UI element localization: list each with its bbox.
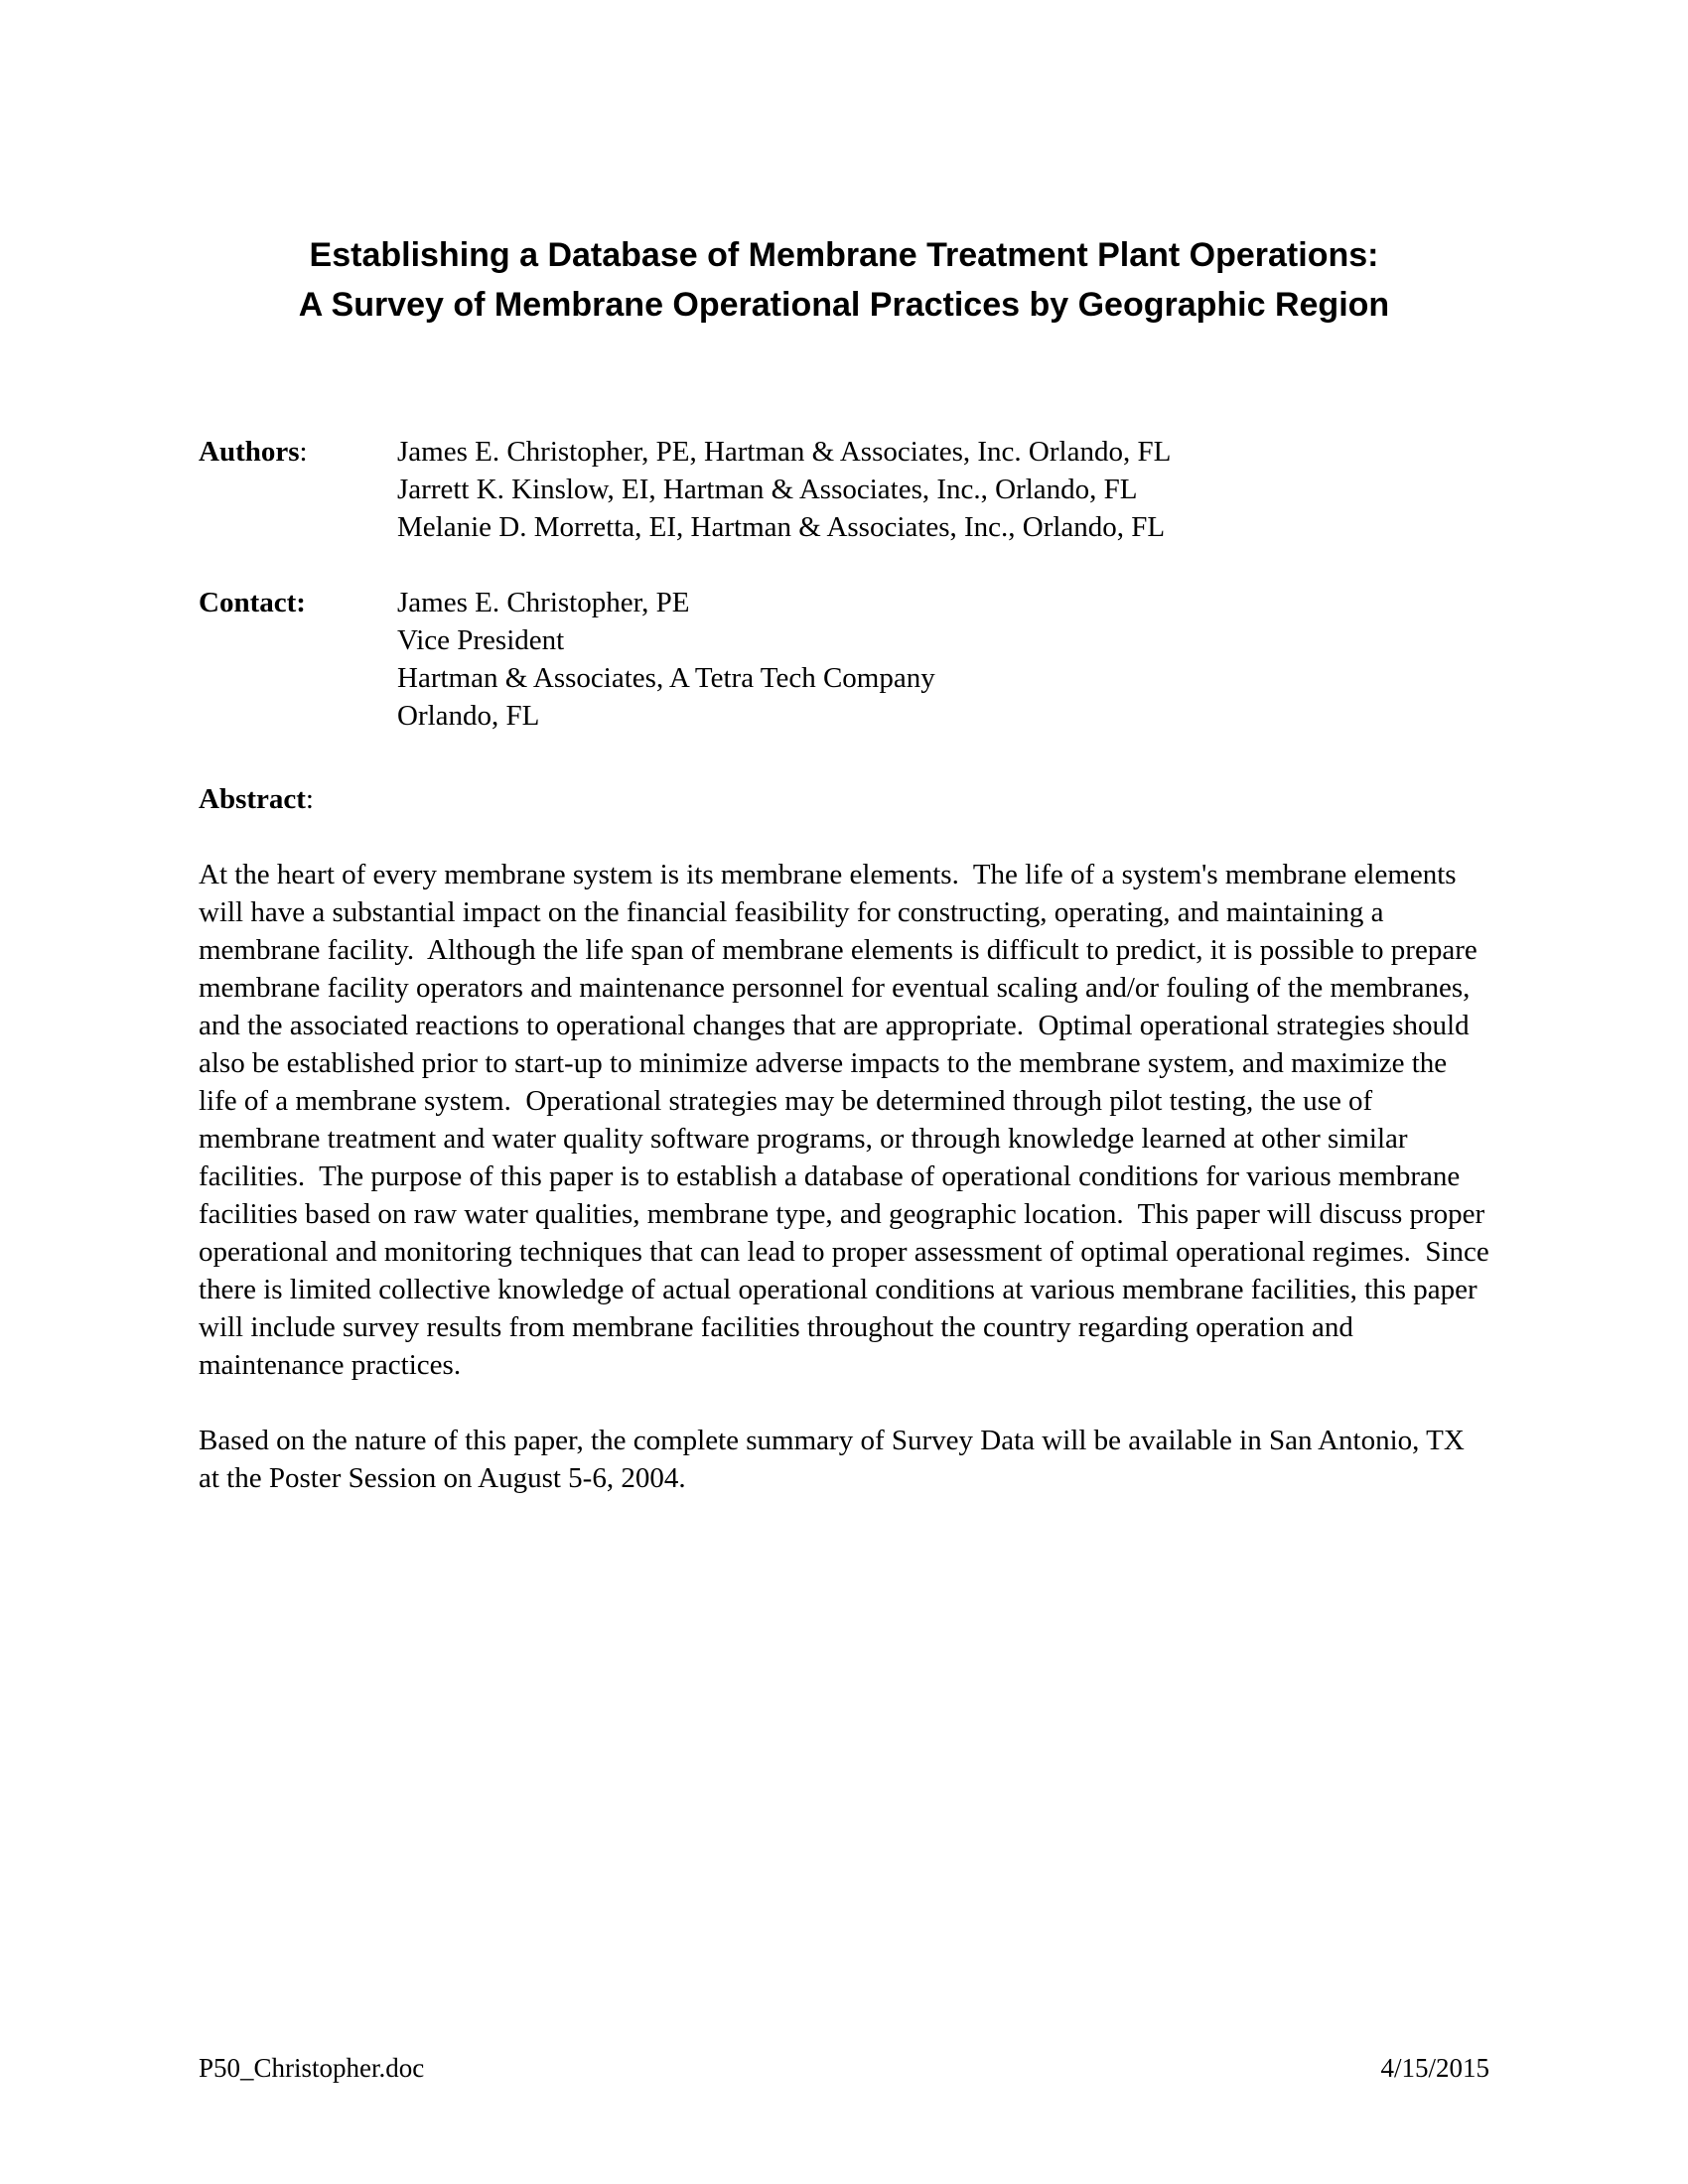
contact-label-text: Contact: <box>199 587 306 618</box>
abstract-heading <box>199 780 1489 818</box>
authors-list <box>397 433 1171 546</box>
contact-label <box>199 584 397 621</box>
authors-label-text: Authors <box>199 436 300 468</box>
author-line: Jarrett K. Kinslow, EI, Hartman & Associates, Inc., Orlando, FL <box>397 474 1138 505</box>
authors-label <box>199 433 397 471</box>
abstract-paragraph-1: At the heart of every membrane system is its membrane elements. The life of a system's membrane elements will have a substantial impact on the financial feasibility for constructing, operating, and maintaining a membrane facility. Although the life span of membrane elements is difficult to predict, it is possible to prepare membrane facility operators and maintenance personnel for eventual scaling and/or fouling of the membranes, and the associated reactions to operational changes that are appropriate. Optimal operational strategies should also be established prior to start-up to minimize adverse impacts to the membrane system, and maximize the life of a membrane system. Operational strategies may be determined through pilot testing, the use of membrane treatment and water quality software programs, or through knowledge learned at other similar facilities. The purpose of this paper is to establish a database of operational conditions for various membrane facilities based on raw water qualities, membrane type, and geographic location. This paper will discuss proper operational and monitoring techniques that can lead to proper assessment of optimal operational regimes. Since there is limited collective knowledge of actual operational conditions at various membrane facilities, this paper will include survey results from membrane facilities throughout the country regarding operation and maintenance practices. <box>199 859 1497 1381</box>
contact-line: Orlando, FL <box>397 700 540 732</box>
page-footer <box>199 2051 1489 2085</box>
contact-section <box>199 584 1489 735</box>
contact-line: James E. Christopher, PE <box>397 587 690 618</box>
authors-section <box>199 433 1489 546</box>
author-line: Melanie D. Morretta, EI, Hartman & Associates, Inc., Orlando, FL <box>397 511 1166 543</box>
author-line: James E. Christopher, PE, Hartman & Associates, Inc. Orlando, FL <box>397 436 1172 468</box>
authors-label-colon: : <box>299 436 308 468</box>
contact-line: Hartman & Associates, A Tetra Tech Company <box>397 662 935 694</box>
contact-line: Vice President <box>397 624 565 656</box>
contact-details <box>397 584 935 735</box>
abstract-paragraph-2: Based on the nature of this paper, the complete summary of Survey Data will be available in San Antonio, TX at the Poster Session on August 5-6, 2004. <box>199 1425 1473 1494</box>
abstract-heading-colon: : <box>305 783 314 815</box>
document-content <box>199 230 1497 1497</box>
footer-filename: P50_Christopher.doc <box>199 2053 425 2083</box>
abstract-heading-text: Abstract <box>199 783 306 815</box>
title-line-1: Establishing a Database of Membrane Treatment Plant Operations: <box>309 236 1379 274</box>
title-line-2: A Survey of Membrane Operational Practices by Geographic Region <box>298 286 1390 324</box>
page-title <box>199 230 1489 330</box>
footer-date: 4/15/2015 <box>1380 2053 1489 2083</box>
